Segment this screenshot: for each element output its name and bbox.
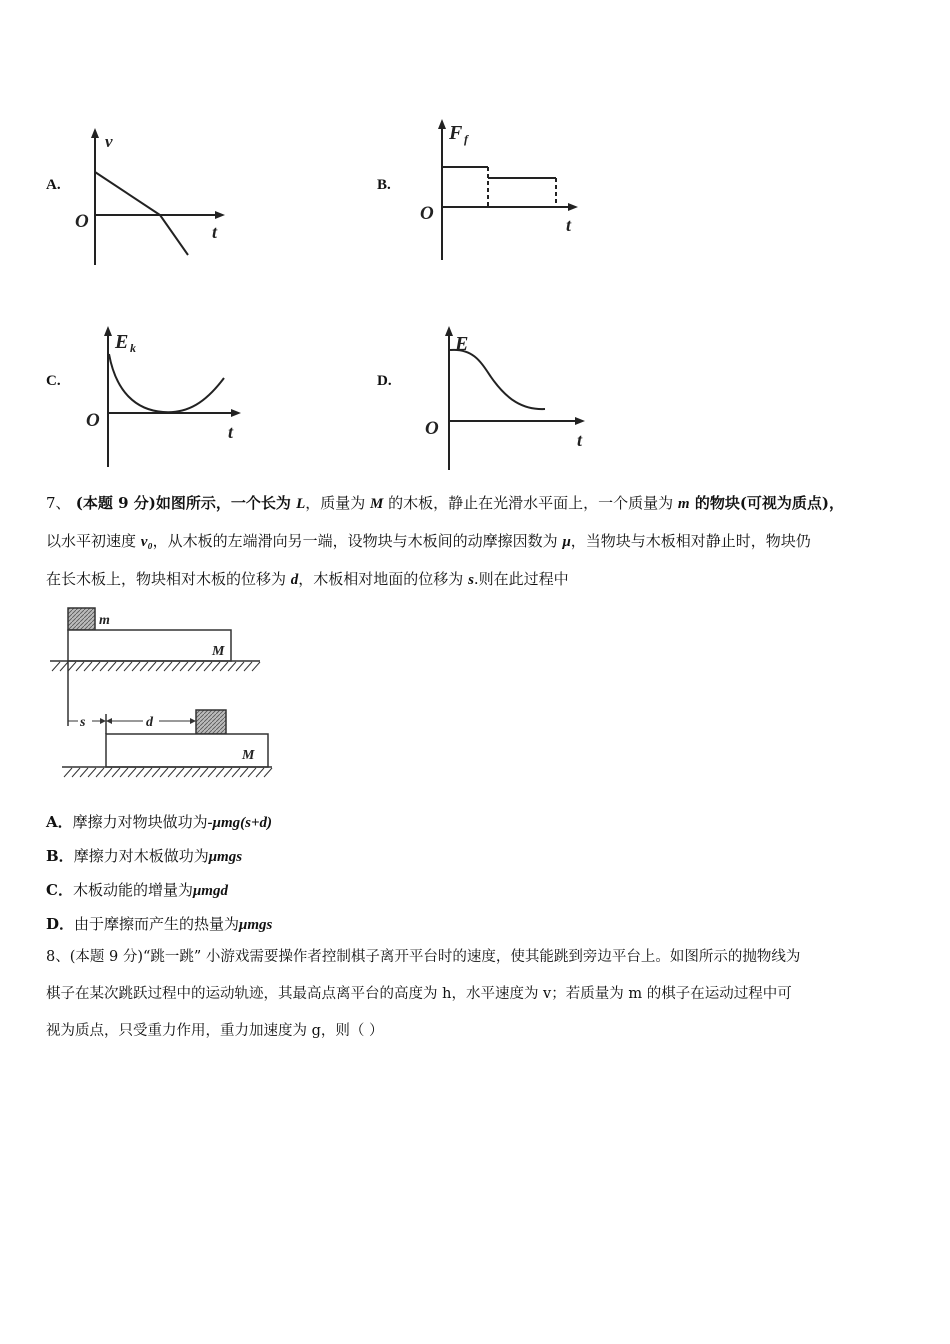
q7-ground-hatch-top <box>52 662 260 671</box>
q7-line-3: 在长木板上，物块相对木板的位移为 d，木板相对地面的位移为 s.则在此过程中 <box>46 570 569 588</box>
q7-block-bottom <box>196 710 226 734</box>
graph-b-y-arrow <box>438 119 446 129</box>
graph-b-x-arrow <box>568 203 578 211</box>
option-b-label: B. <box>377 177 391 193</box>
q7-option-c[interactable]: C．木板动能的增量为μmgd <box>46 881 228 899</box>
graph-c-y-sub: k <box>130 341 136 355</box>
q8-line-2: 棋子在某次跳跃过程中的运动轨迹，其最高点离平台的高度为 h，水平速度为 v；若质量为 m 的棋子在运动过程中可 <box>46 986 792 1002</box>
graph-d-origin: O <box>425 418 439 439</box>
q7-d-arrowhead-left <box>106 718 112 724</box>
graph-a-x-label: t <box>212 222 218 242</box>
graph-c-y-arrow <box>104 326 112 336</box>
q7-option-b[interactable]: B．摩擦力对木板做功为μmgs <box>46 847 243 865</box>
q7-label-m: m <box>99 613 110 628</box>
q7-label-M-bottom: M <box>242 748 255 763</box>
graph-b-y-sub: f <box>464 132 468 146</box>
q8-line-1: 8、(本题 9 分)“跳一跳” 小游戏需要操作者控制棋子离开平台时的速度，使其能跳到旁边平台上。如图所示的抛物线为 <box>46 949 801 965</box>
graph-d-x-arrow <box>575 417 585 425</box>
graph-a <box>70 125 240 270</box>
q8-line-3: 视为质点，只受重力作用，重力加速度为 g，则（ ） <box>46 1023 384 1039</box>
graph-b <box>408 115 588 265</box>
question-7-text <box>46 485 916 599</box>
q7-block-top <box>68 608 95 630</box>
q7-option-d[interactable]: D．由于摩擦而产生的热量为μmgs <box>46 915 273 933</box>
graph-c <box>78 322 253 472</box>
option-d-label: D. <box>377 373 392 389</box>
q7-line-2: 以水平初速度 v₀，从木板的左端滑向另一端，设物块与木板间的动摩擦因数为 μ，当物块与木板相对静止时，物块仍 <box>46 532 811 550</box>
q7-option-a[interactable]: A．摩擦力对物块做功为-μmg(s+d) <box>46 813 273 831</box>
q7-line-1: 7、 (本题 9 分)如图所示，一个长为 L，质量为 M 的木板，静止在光滑水平面上，一个质量为 m 的物块(可视为质点)， <box>46 494 845 512</box>
graph-c-y-label: E <box>115 331 129 353</box>
graph-c-curve <box>109 354 224 412</box>
q7-label-M-top: M <box>212 644 225 659</box>
graph-c-x-arrow <box>231 409 241 417</box>
q7-label-d: d <box>146 715 153 730</box>
graph-a-origin: O <box>75 211 89 232</box>
q7-board-top <box>68 630 231 661</box>
graph-a-y-arrow <box>91 128 99 138</box>
graph-d <box>415 322 595 472</box>
q7-figure <box>48 602 278 787</box>
question-8-text <box>46 939 916 1050</box>
q7-label-s: s <box>80 715 86 730</box>
graph-a-x-arrow <box>215 211 225 219</box>
q7-ground-hatch-bottom <box>64 768 272 777</box>
graph-b-y-label: F <box>449 122 463 144</box>
graph-a-curve <box>95 172 188 255</box>
graph-b-x-label: t <box>566 215 572 235</box>
graph-d-y-arrow <box>445 326 453 336</box>
graph-c-origin: O <box>86 410 100 431</box>
graph-a-y-label: v <box>105 132 113 151</box>
graph-d-x-label: t <box>577 430 583 450</box>
graph-c-x-label: t <box>228 422 234 442</box>
option-c-label: C. <box>46 373 61 389</box>
option-a-label: A. <box>46 177 61 193</box>
q7-d-arrowhead-right <box>190 718 196 724</box>
graph-d-curve <box>450 350 545 409</box>
graph-b-origin: O <box>420 203 434 224</box>
graph-d-y-label: E <box>455 333 469 355</box>
q7-s-arrowhead <box>100 718 106 724</box>
